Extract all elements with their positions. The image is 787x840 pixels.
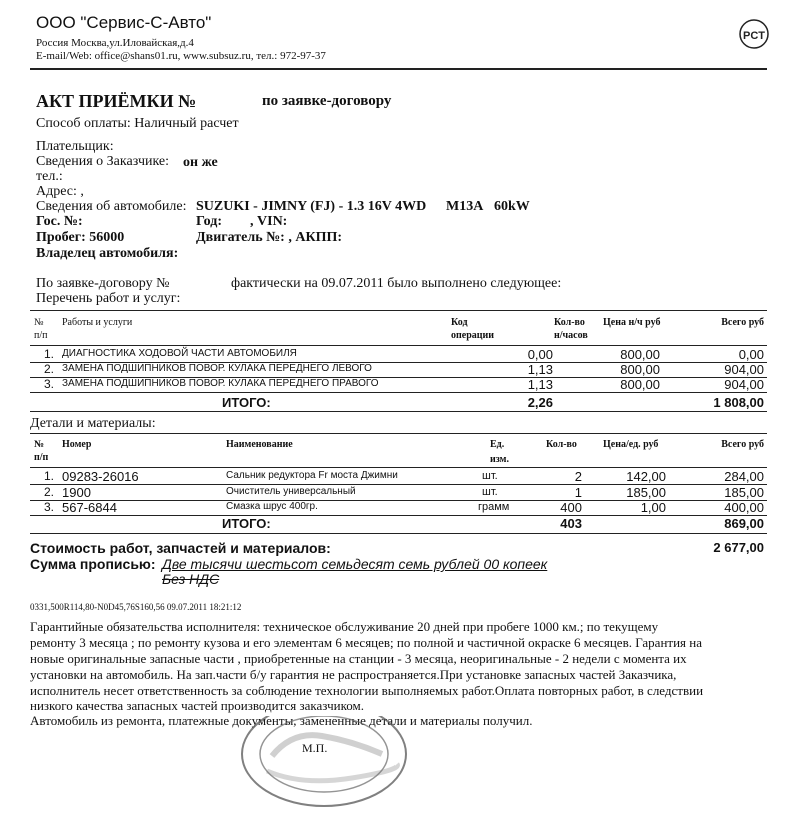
parts-col-price: Цена/ед. руб	[603, 439, 659, 450]
work-total: 0,00	[738, 347, 764, 362]
works-total-sum: 1 808,00	[713, 395, 764, 410]
receipt-confirmation: Автомобиль из ремонта, платежные документы, замененные детали и материалы получил.	[30, 713, 533, 728]
table-row: 3.	[43, 500, 54, 514]
parts-col-total: Всего руб	[721, 439, 764, 450]
warranty-line: новые оригинальные запасные части , приобретенные на станции - 3 месяца, неоригинальные - 2 недели с момента их	[30, 651, 687, 666]
warranty-line: установки на автомобиль. На зап.части б/у гарантия не распространяется.При установке запасных частей Заказчика,	[30, 667, 677, 682]
engine-gearbox: Двигатель №: , АКПП:	[196, 230, 343, 245]
company-stamp	[232, 716, 412, 826]
works-col-num: №	[34, 317, 44, 328]
warranty-line: низкого качества запасных частей производится заказчиком.	[30, 698, 364, 713]
warranty-line: исполнитель несет ответственность за соблюдение технологии выполняемых работ.Оплата повторных работ, в следствии	[30, 683, 704, 698]
parts-table-top-border	[30, 433, 767, 434]
part-name: Смазка шрус 400гр.	[226, 501, 318, 512]
parts-total-sum: 869,00	[724, 516, 764, 531]
work-name: ДИАГНОСТИКА ХОДОВОЙ ЧАСТИ АВТОМОБИЛЯ	[62, 348, 297, 359]
order-performed: фактически на 09.07.2011 было выполнено следующее:	[231, 276, 562, 291]
document-code: 0331,500R114,80-N0D45,76S160,56 09.07.2011 18:21:12	[30, 602, 242, 612]
part-number: 09283-26016	[62, 469, 139, 484]
parts-header-divider	[30, 467, 767, 468]
work-total: 904,00	[724, 362, 764, 377]
parts-col-qty: Кол-во	[546, 439, 577, 450]
part-name: Сальник редуктора Fr моста Джимни	[226, 470, 398, 481]
engine-power: 60kW	[494, 199, 530, 214]
cost-value: 2 677,00	[713, 540, 764, 555]
part-qty: 2	[574, 469, 582, 484]
works-col-qty: Кол-во	[554, 317, 585, 328]
work-price: 800,00	[620, 347, 660, 362]
part-unit: шт.	[482, 470, 498, 482]
table-row: 2.	[43, 485, 54, 499]
company-address: Россия Москва,ул.Иловайская,д.4	[36, 37, 194, 49]
part-unit: шт.	[482, 486, 498, 498]
table-row: 1.	[43, 469, 54, 483]
part-qty: 400	[560, 500, 582, 515]
phone-label: тел.:	[36, 169, 63, 184]
cert-mark-text: PCT	[743, 30, 765, 42]
company-name: ООО "Сервис-С-Авто"	[36, 13, 212, 32]
works-total-label: ИТОГО:	[222, 395, 271, 410]
parts-col-number: Номер	[62, 439, 92, 450]
parts-col-num: №	[34, 439, 45, 450]
car-label: Сведения об автомобиле:	[36, 199, 187, 214]
parts-col-name: Наименование	[226, 439, 293, 450]
customer-value: он же	[183, 155, 218, 170]
work-qty: 0,00	[527, 347, 553, 362]
works-col-price: Цена н/ч руб	[603, 317, 661, 328]
parts-total-qty: 403	[560, 516, 582, 531]
act-subtitle: по заявке-договору	[262, 93, 392, 109]
work-price: 800,00	[620, 362, 660, 377]
works-col-num-sub: п/п	[34, 330, 48, 341]
plate-label: Гос. №:	[36, 214, 83, 229]
engine-code: M13A	[446, 199, 484, 214]
certification-mark-icon	[738, 18, 770, 50]
works-col-code-sub: операции	[451, 330, 495, 341]
works-heading: Перечень работ и услуг:	[36, 291, 181, 306]
works-col-name: Работы и услуги	[62, 317, 133, 328]
address-label: Адрес: ,	[36, 184, 84, 199]
parts-heading: Детали и материалы:	[30, 416, 156, 431]
works-total-qty: 2,26	[527, 395, 553, 410]
works-col-total: Всего руб	[721, 317, 764, 328]
works-col-code: Код	[451, 317, 468, 328]
parts-table-bottom-border	[30, 533, 767, 534]
part-qty: 1	[574, 485, 582, 500]
car-model: SUZUKI - JIMNY (FJ) - 1.3 16V 4WD	[196, 199, 427, 214]
part-total: 400,00	[724, 500, 764, 515]
customer-label: Сведения о Заказчике:	[36, 154, 170, 169]
year-vin: Год: , VIN:	[196, 214, 288, 229]
vat-note: Без НДС	[162, 571, 220, 587]
part-number: 567-6844	[62, 500, 117, 515]
table-row: 2.	[43, 362, 54, 376]
part-number: 1900	[62, 485, 91, 500]
work-name: ЗАМЕНА ПОДШИПНИКОВ ПОВОР. КУЛАКА ПЕРЕДНЕГО ПРАВОГО	[62, 378, 379, 389]
warranty-line: Гарантийные обязательства исполнителя: техническое обслуживание 20 дней при пробеге 1000 км.; по текущему	[30, 619, 659, 634]
amount-words-label: Сумма прописью:	[30, 556, 156, 572]
header-divider	[30, 68, 767, 70]
owner-label: Владелец автомобиля:	[36, 246, 179, 261]
works-table-bottom-border	[30, 411, 767, 412]
payment-method: Способ оплаты: Наличный расчет	[36, 116, 239, 131]
work-name: ЗАМЕНА ПОДШИПНИКОВ ПОВОР. КУЛАКА ПЕРЕДНЕГО ЛЕВОГО	[62, 363, 372, 374]
parts-total-label: ИТОГО:	[222, 516, 271, 531]
part-total: 185,00	[724, 485, 764, 500]
parts-col-unit: Ед.	[490, 439, 505, 450]
part-price: 185,00	[626, 485, 666, 500]
act-title: АКТ ПРИЁМКИ №	[36, 91, 197, 111]
works-header-divider	[30, 345, 767, 346]
cost-label: Стоимость работ, запчастей и материалов:	[30, 540, 331, 556]
order-ref-label: По заявке-договору №	[36, 276, 170, 291]
part-unit: грамм	[478, 501, 510, 513]
parts-col-unit-sub: изм.	[490, 454, 509, 465]
part-name: Очиститель универсальный	[226, 486, 356, 497]
stamp-place-label: М.П.	[302, 741, 328, 755]
warranty-line: ремонту 3 месяца ; по ремонту кузова и его элементам 6 месяцев; по полной и частичной окраске 6 месяцев. Гарантия на	[30, 635, 703, 650]
work-qty: 1,13	[527, 362, 553, 377]
works-table-top-border	[30, 310, 767, 311]
table-row: 3.	[43, 377, 54, 391]
row-divider	[30, 392, 767, 393]
table-row: 1.	[43, 347, 54, 361]
part-price: 1,00	[640, 500, 666, 515]
amount-words-value: Две тысячи шестьсот семьдесят семь рублей 00 копеек	[162, 556, 548, 572]
parts-col-num-sub: п/п	[34, 452, 49, 463]
works-col-qty-sub: н/часов	[554, 330, 588, 341]
part-total: 284,00	[724, 469, 764, 484]
company-contacts: E-mail/Web: office@shans01.ru, www.subsuz.ru, тел.: 972-97-37	[36, 50, 326, 62]
row-divider	[30, 515, 767, 516]
payer-label: Плательщик:	[36, 139, 114, 154]
work-qty: 1,13	[527, 377, 553, 392]
work-total: 904,00	[724, 377, 764, 392]
work-price: 800,00	[620, 377, 660, 392]
part-price: 142,00	[626, 469, 666, 484]
mileage: Пробег: 56000	[36, 230, 125, 245]
